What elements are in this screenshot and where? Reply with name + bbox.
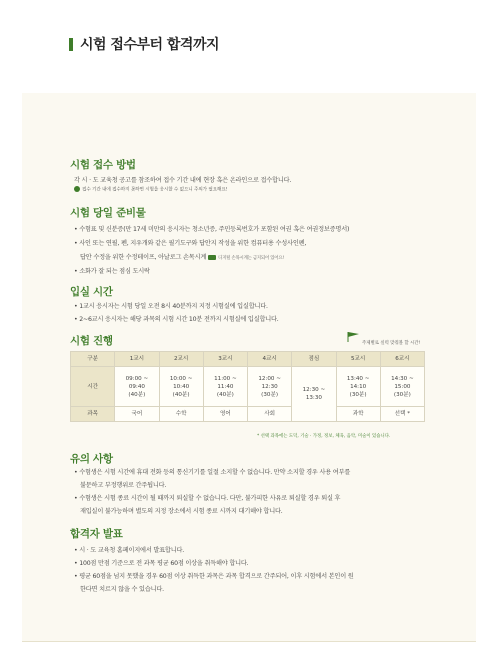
schedule-flag-note: 주제별로 실력 맞춰볼 할 시간! <box>362 341 421 346</box>
time-end: 13:30 <box>305 395 322 401</box>
entry-line-2: • 2~6교시 응시자는 해당 과목의 시험 시간 10분 전까지 시험실에 입실합니다. <box>74 316 279 323</box>
subject-cell: 과학 <box>336 407 380 422</box>
apply-note-text: 접수 기간 내에 접수하지 못하면 시험을 응시할 수 없으니 주의가 필요해요! <box>82 187 228 193</box>
time-duration: (40분) <box>172 391 190 398</box>
prepare-line-4: • 소화가 잘 되는 점심 도시락 <box>74 268 150 275</box>
entry-heading: 입실 시간 <box>70 286 113 298</box>
time-duration: (40분) <box>128 391 146 398</box>
time-start: 10:00 ~ <box>169 375 193 382</box>
header-cell: 구분 <box>71 352 115 367</box>
schedule-header-row <box>71 352 425 367</box>
prepare-heading: 시험 당일 준비물 <box>70 207 146 219</box>
time-start: 14:30 ~ <box>391 375 414 382</box>
time-cell <box>380 367 424 407</box>
time-cell <box>203 367 247 407</box>
prepare-line-3-text: 답안 수정을 위한 수정테이프, 아날로그 손목시계 <box>80 254 207 261</box>
time-end: 09:40 <box>128 383 145 390</box>
info-icon <box>74 186 80 192</box>
caution-line-1: • 수험생은 시험 시간에 휴대 전화 등의 통신기기를 일절 소지할 수 없습니다. 만약 소지할 경우 사용 여부를 <box>74 469 351 476</box>
prepare-line-1: • 수험표 및 신분증(만 17세 미만의 응시자는 청소년증, 주민등록번호가 포함된 여권 혹은 여권정보증명서) <box>74 226 350 233</box>
result-line-4: 한다면 치르지 않을 수 있습니다. <box>80 586 164 593</box>
result-line-1: • 시 · 도 교육청 홈페이지에서 발표합니다. <box>74 547 185 554</box>
time-start: 12:30 ~ <box>302 387 326 393</box>
time-start: 09:00 ~ <box>125 375 149 382</box>
header-cell: 6교시 <box>380 352 424 367</box>
time-end: 10:40 <box>173 383 190 390</box>
time-end: 12:30 <box>261 383 278 390</box>
flag-icon <box>347 332 361 342</box>
result-line-3: • 평균 60점을 넘지 못했을 경우 60점 이상 취득한 과목은 과목 합격으로 간주되어, 이후 시험에서 본인이 원 <box>74 573 354 580</box>
header-cell: 5교시 <box>336 352 380 367</box>
time-end: 15:00 <box>394 383 411 390</box>
time-cell <box>159 367 203 407</box>
time-cell <box>248 367 292 407</box>
lunch-time-cell <box>292 367 336 422</box>
apply-note <box>74 186 227 193</box>
result-line-2: • 100점 만점 기준으로 전 과목 평균 60점 이상을 취득해야 합니다. <box>74 560 249 567</box>
title-accent-bar <box>69 38 73 51</box>
page-title: 시험 접수부터 합격까지 <box>80 37 219 53</box>
row-label: 시간 <box>71 367 115 407</box>
header-cell: 4교시 <box>248 352 292 367</box>
result-heading: 합격자 발표 <box>70 528 123 540</box>
prepare-line-2: • 사인 또는 연필, 펜, 지우개와 같은 필기도구와 답안지 작성을 위한 컴퓨터용 수성사인펜, <box>74 240 307 247</box>
time-duration: (30분) <box>261 391 279 398</box>
subject-cell: 영어 <box>203 407 247 422</box>
time-start: 11:00 ~ <box>214 375 237 382</box>
row-label: 과목 <box>71 407 115 422</box>
caution-line-2: 불문하고 부정행위로 간주됩니다. <box>80 482 167 489</box>
time-duration: (30분) <box>393 391 411 398</box>
time-duration: (30분) <box>349 391 367 398</box>
caution-line-3: • 수험생은 시험 종료 시간이 될 때까지 퇴실할 수 없습니다. 다만, 불가피한 사유로 퇴실할 경우 퇴실 후 <box>74 495 341 502</box>
header-cell: 2교시 <box>159 352 203 367</box>
prepare-line-3 <box>80 252 284 261</box>
caution-line-4: 재입실이 불가능하며 별도의 지정 장소에서 시험 종료 시까지 대기해야 합니다. <box>80 508 283 515</box>
entry-line-1: • 1교시 응시자는 시험 당일 오전 8시 40분까지 지정 시험실에 입실합니다. <box>74 303 268 310</box>
header-cell: 점심 <box>292 352 336 367</box>
subject-cell: 수학 <box>159 407 203 422</box>
time-cell <box>115 367 159 407</box>
schedule-time-row <box>71 367 425 407</box>
caution-heading: 유의 사항 <box>70 453 113 465</box>
prepare-line-3-note: 디지털 손목시계는 금지되어 있어요! <box>218 256 284 261</box>
schedule-subject-row <box>71 407 425 422</box>
time-start: 13:40 ~ <box>346 375 370 382</box>
subject-cell: 국어 <box>115 407 159 422</box>
time-end: 14:10 <box>350 383 367 390</box>
header-cell: 3교시 <box>203 352 247 367</box>
apply-heading: 시험 접수 방법 <box>70 159 136 171</box>
time-start: 12:00 ~ <box>258 375 281 382</box>
time-end: 11:40 <box>217 383 234 390</box>
time-cell <box>336 367 380 407</box>
subject-cell: 사회 <box>248 407 292 422</box>
schedule-heading: 시험 진행 <box>70 335 113 347</box>
schedule-table <box>70 351 425 422</box>
time-duration: (40분) <box>216 391 234 398</box>
schedule-sub-note: * 선택 과목에는 도덕, 기술 · 가정, 정보, 체육, 음악, 미술이 있습니다. <box>257 434 391 439</box>
apply-line-1: 각 시 · 도 교육청 공고를 참조하여 접수 기간 내에 현장 혹은 온라인으로 접수합니다. <box>74 177 292 184</box>
page-bottom-divider <box>22 641 476 642</box>
watch-icon <box>208 255 216 260</box>
subject-cell: 선택 * <box>380 407 424 422</box>
header-cell: 1교시 <box>115 352 159 367</box>
